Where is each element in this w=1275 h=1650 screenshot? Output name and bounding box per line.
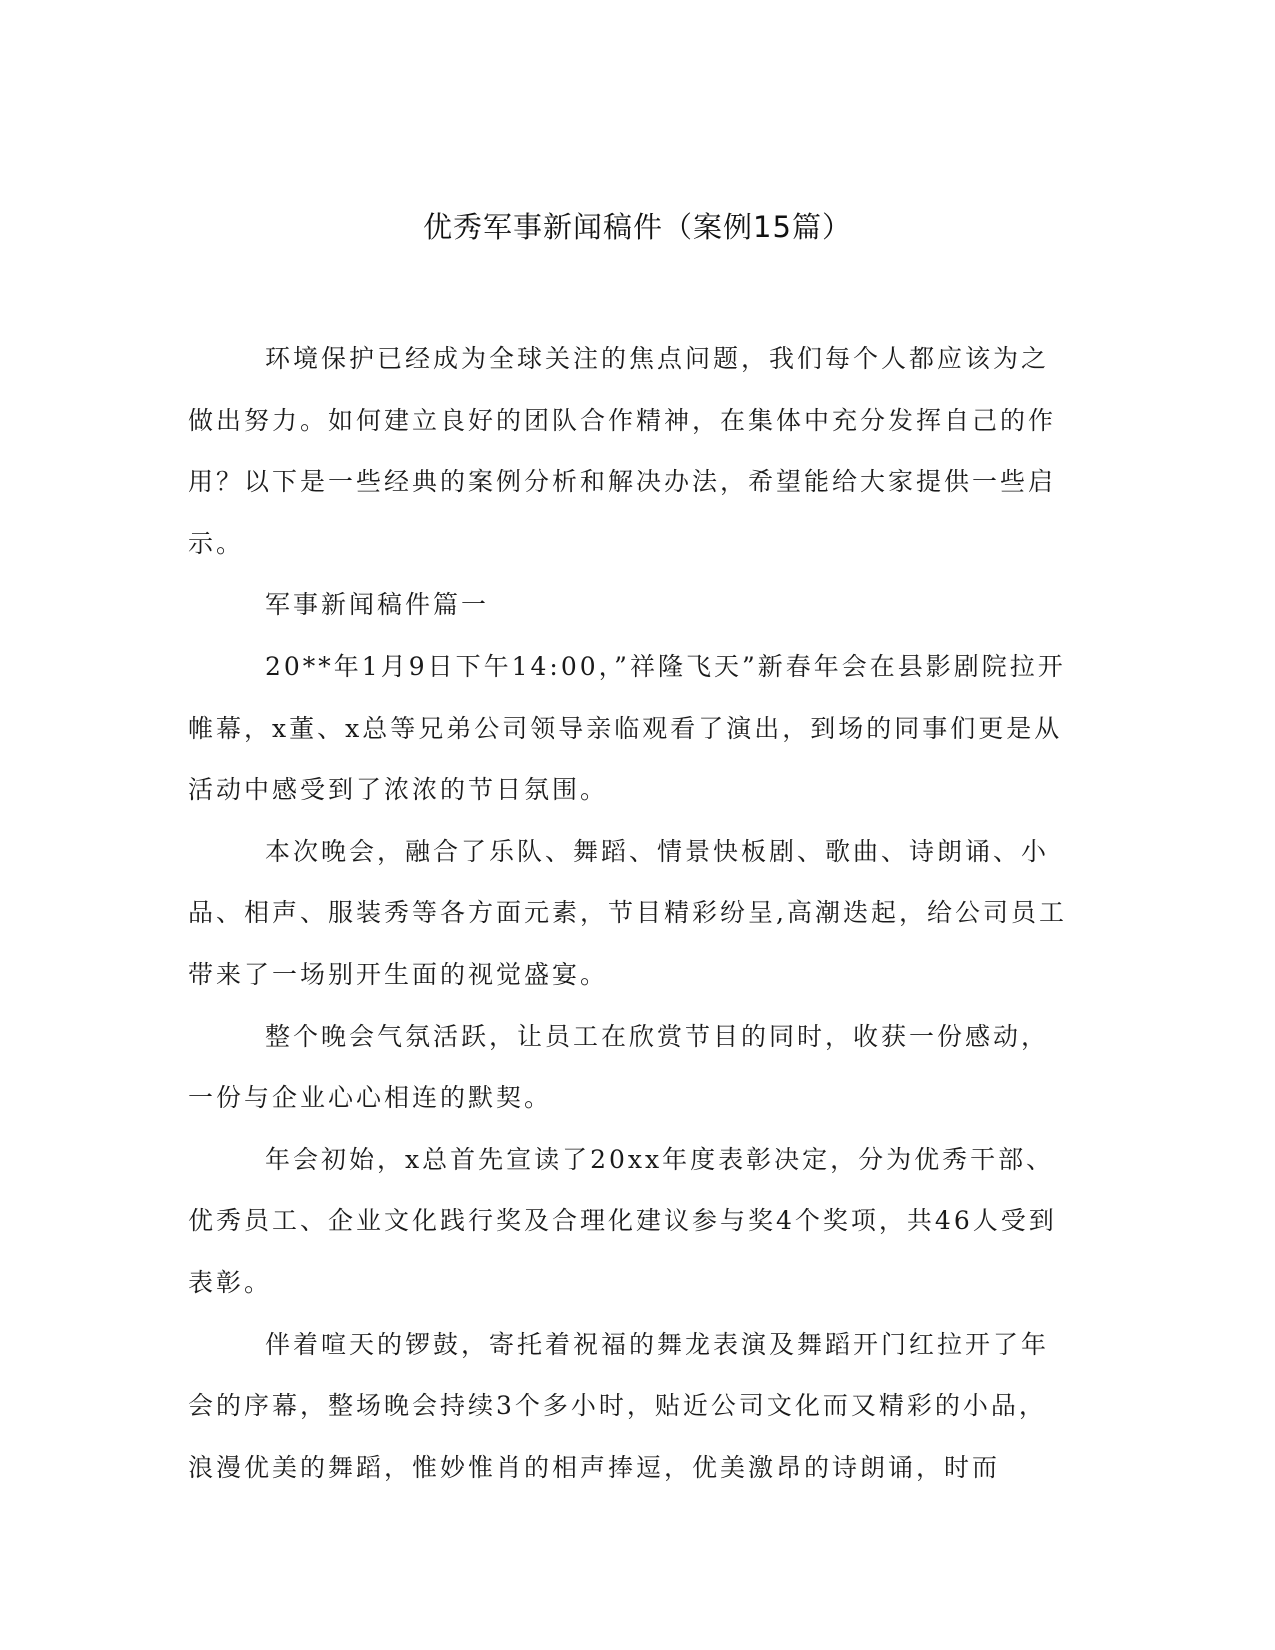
document-body	[188, 328, 1068, 1498]
body-paragraph: 年会初始，x总首先宣读了20xx年度表彰决定，分为优秀干部、优秀员工、企业文化践行奖及合理化建议参与奖4个奖项，共46人受到表彰。	[188, 1144, 1057, 1297]
body-paragraph: 整个晚会气氛活跃，让员工在欣赏节目的同时，收获一份感动，一份与企业心心相连的默契。	[188, 1021, 1050, 1113]
body-paragraph: 本次晚会，融合了乐队、舞蹈、情景快板剧、歌曲、诗朗诵、小品、相声、服装秀等各方面元素，节目精彩纷呈,高潮迭起，给公司员工带来了一场别开生面的视觉盛宴。	[188, 836, 1067, 989]
intro-paragraph: 环境保护已经成为全球关注的焦点问题，我们每个人都应该为之做出努力。如何建立良好的团队合作精神，在集体中充分发挥自己的作用？以下是一些经典的案例分析和解决办法，希望能给大家提供一些启示。	[188, 344, 1057, 558]
body-paragraph: 20**年1月9日下午14:00，”祥隆飞天”新春年会在县影剧院拉开帷幕，x董、x总等兄弟公司领导亲临观看了演出，到场的同事们更是从活动中感受到了浓浓的节日氛围。	[188, 651, 1066, 805]
body-paragraph: 伴着喧天的锣鼓，寄托着祝福的舞龙表演及舞蹈开门红拉开了年会的序幕，整场晚会持续3个多小时，贴近公司文化而又精彩的小品，浪漫优美的舞蹈，惟妙惟肖的相声捧逗，优美激昂的诗朗诵，时而	[188, 1329, 1050, 1482]
document-title: 优秀军事新闻稿件（案例15篇）	[423, 210, 852, 244]
section-heading: 军事新闻稿件篇一	[265, 590, 490, 620]
